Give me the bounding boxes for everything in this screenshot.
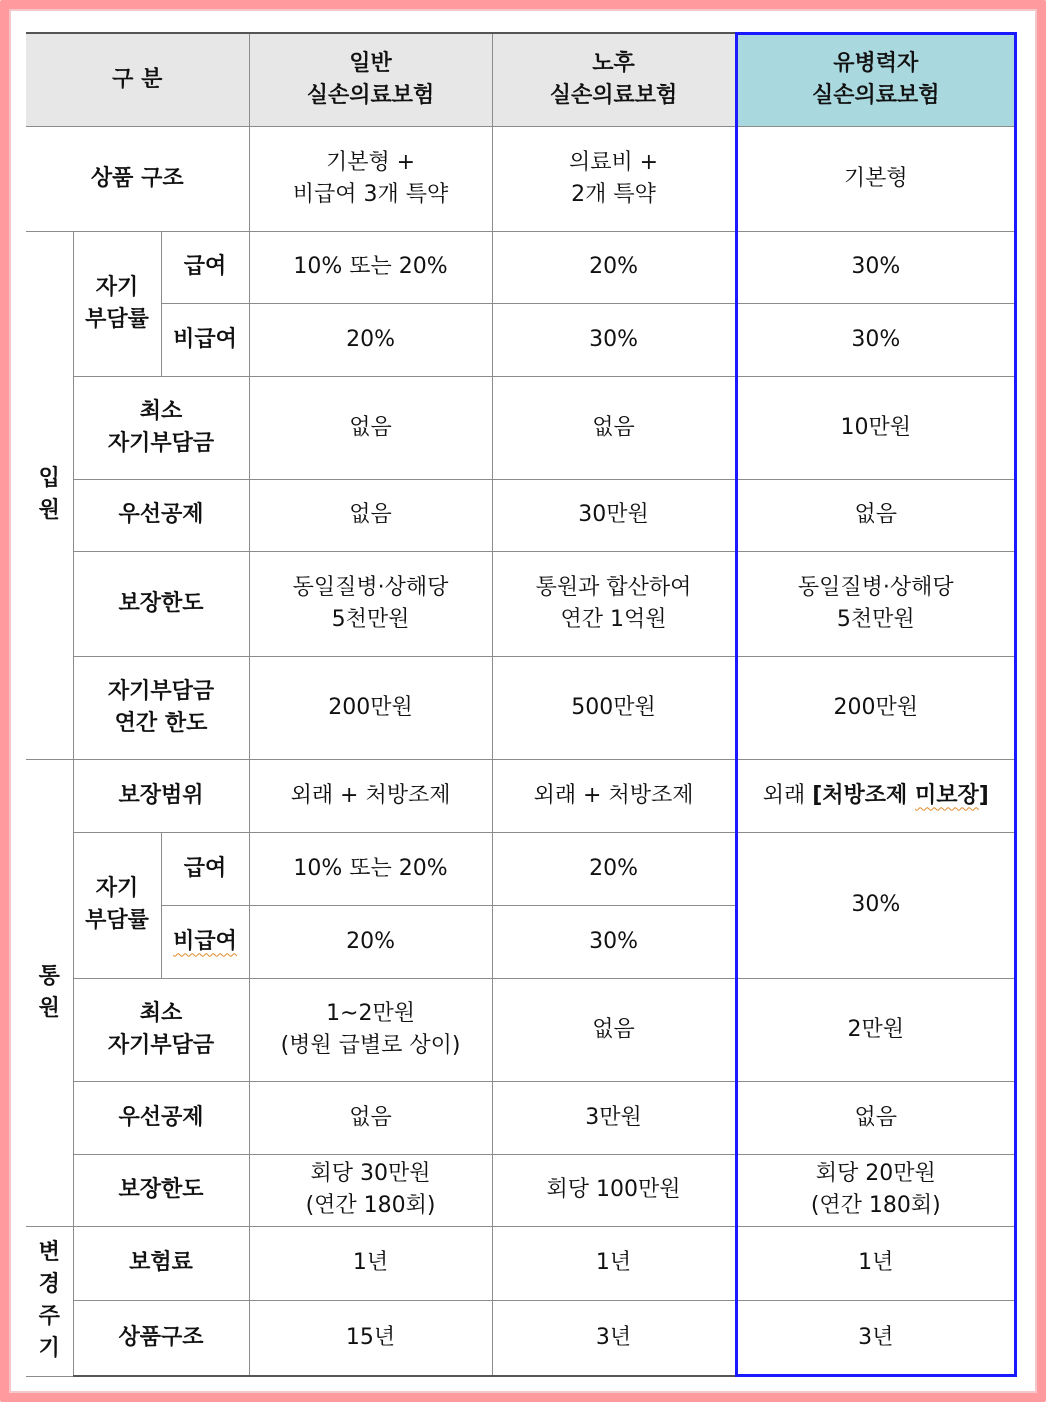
inpatient-noncovered-row [26, 303, 1016, 376]
outpatient-scope-note-close: ] [978, 782, 989, 808]
inpatient-priority-deduction-general: 없음 [249, 479, 492, 551]
outpatient-section-label [26, 759, 73, 1226]
inpatient-self-pay-line1: 자기 [95, 274, 139, 300]
outpatient-min-deductible-general-line2: (병원 급별로 상이) [280, 1032, 461, 1058]
inpatient-priority-deduction-senior: 30만원 [492, 479, 735, 551]
product-structure-senior-line1: 의료비 + [568, 149, 659, 175]
change-cycle-char2: 경 [38, 1272, 60, 1297]
outpatient-coverage-limit-label: 보장한도 [73, 1154, 249, 1226]
change-cycle-char3: 주 [38, 1304, 60, 1329]
inpatient-priority-deduction-row [26, 479, 1016, 551]
outpatient-self-pay-line2: 부담률 [85, 908, 149, 933]
inpatient-section-char2: 원 [38, 498, 60, 523]
inpatient-covered-preexisting: 30% [735, 231, 1016, 303]
outpatient-scope-preexisting-note [812, 783, 989, 808]
cycle-premium-preexisting: 1년 [735, 1226, 1016, 1300]
outpatient-scope-preexisting-prefix: 외래 [762, 782, 813, 808]
inpatient-coverage-limit-senior-line1: 통원과 합산하여 [535, 574, 692, 600]
header-preexisting-line1: 유병력자 [833, 50, 919, 76]
inpatient-noncovered-label: 비급여 [161, 303, 249, 376]
change-cycle-char1: 변 [38, 1240, 60, 1265]
inpatient-priority-deduction-preexisting: 없음 [735, 479, 1016, 551]
inpatient-covered-senior: 20% [492, 231, 735, 303]
inpatient-coverage-limit-preexisting-line2: 5천만원 [836, 606, 915, 632]
outpatient-priority-deduction-preexisting: 없음 [735, 1081, 1016, 1154]
inpatient-min-deductible-general: 없음 [249, 376, 492, 479]
product-structure-general [249, 126, 492, 231]
outpatient-priority-deduction-general: 없음 [249, 1081, 492, 1154]
inpatient-section-char1: 입 [38, 466, 60, 491]
inpatient-coverage-limit-row [26, 551, 1016, 656]
product-structure-general-line2: 비급여 3개 특약 [292, 181, 449, 207]
inpatient-coverage-limit-general [249, 551, 492, 656]
product-structure-row [26, 126, 1016, 231]
inpatient-noncovered-general: 20% [249, 303, 492, 376]
outpatient-coverage-limit-general [249, 1154, 492, 1226]
inpatient-min-deductible-row [26, 376, 1016, 479]
inpatient-min-deductible-label [73, 376, 249, 479]
inpatient-self-pay-rate-label [73, 231, 161, 376]
outpatient-self-pay-rate-label [73, 832, 161, 978]
outpatient-min-deductible-label [73, 978, 249, 1081]
inpatient-covered-label: 급여 [161, 231, 249, 303]
inpatient-section-label [26, 231, 73, 759]
outpatient-scope-note-uncovered: 미보장 [914, 782, 979, 808]
inpatient-covered-general: 10% 또는 20% [249, 231, 492, 303]
header-preexisting-line2: 실손의료보험 [812, 82, 940, 108]
outpatient-coverage-limit-general-line2: (연간 180회) [305, 1193, 436, 1218]
inpatient-self-pay-line2: 부담률 [85, 306, 149, 332]
product-structure-general-line1: 기본형 + [325, 149, 416, 175]
inpatient-min-deductible-preexisting: 10만원 [735, 376, 1016, 479]
cycle-structure-row [26, 1300, 1016, 1376]
outpatient-coverage-limit-row [26, 1154, 1016, 1226]
inpatient-min-deductible-line2: 자기부담금 [107, 430, 215, 456]
outpatient-rate-preexisting: 30% [735, 832, 1016, 978]
outpatient-min-deductible-line2: 자기부담금 [107, 1032, 215, 1058]
outpatient-scope-note-open: [처방조제 [812, 782, 915, 808]
inpatient-coverage-limit-general-line1: 동일질병·상해당 [292, 574, 449, 600]
outpatient-priority-deduction-row [26, 1081, 1016, 1154]
product-structure-senior [492, 126, 735, 231]
inpatient-coverage-limit-general-line2: 5천만원 [331, 606, 410, 632]
outpatient-scope-preexisting [735, 759, 1016, 832]
header-category-label: 구 분 [112, 66, 163, 92]
inpatient-coverage-limit-preexisting-line1: 동일질병·상해당 [797, 574, 954, 600]
outpatient-noncovered-senior: 30% [492, 905, 735, 978]
product-structure-preexisting: 기본형 [735, 126, 1016, 231]
cycle-structure-preexisting: 3년 [735, 1300, 1016, 1376]
outpatient-min-deductible-row [26, 978, 1016, 1081]
inpatient-coverage-limit-label: 보장한도 [73, 551, 249, 656]
inpatient-coverage-limit-senior-line2: 연간 1억원 [560, 606, 667, 632]
product-structure-label: 상품 구조 [26, 126, 249, 231]
inpatient-annual-limit-general: 200만원 [249, 656, 492, 759]
outpatient-min-deductible-general-line1: 1~2만원 [326, 1000, 415, 1026]
outpatient-coverage-limit-senior: 회당 100만원 [492, 1154, 735, 1226]
outpatient-min-deductible-senior: 없음 [492, 978, 735, 1081]
outpatient-coverage-limit-general-line1: 회당 30만원 [310, 1161, 431, 1186]
header-general [249, 33, 492, 126]
outpatient-scope-senior: 외래 + 처방조제 [492, 759, 735, 832]
header-general-line1: 일반 [349, 50, 392, 76]
outpatient-noncovered-general: 20% [249, 905, 492, 978]
inpatient-annual-limit-row [26, 656, 1016, 759]
header-category [26, 33, 249, 126]
insurance-comparison-table [26, 32, 1016, 1377]
outpatient-priority-deduction-senior: 3만원 [492, 1081, 735, 1154]
cycle-structure-senior: 3년 [492, 1300, 735, 1376]
header-senior-line2: 실손의료보험 [549, 82, 678, 108]
header-row [26, 33, 1016, 126]
outpatient-min-deductible-general [249, 978, 492, 1081]
inpatient-min-deductible-senior: 없음 [492, 376, 735, 479]
inpatient-annual-limit-label [73, 656, 249, 759]
cycle-premium-senior: 1년 [492, 1226, 735, 1300]
outpatient-covered-senior: 20% [492, 832, 735, 905]
cycle-premium-label: 보험료 [73, 1226, 249, 1300]
product-structure-senior-line2: 2개 특약 [571, 181, 656, 207]
inpatient-coverage-limit-preexisting [735, 551, 1016, 656]
outpatient-section-char1: 통 [38, 963, 60, 989]
inpatient-annual-limit-senior: 500만원 [492, 656, 735, 759]
change-cycle-char4: 기 [38, 1336, 60, 1361]
outpatient-self-pay-line1: 자기 [95, 876, 139, 901]
outpatient-coverage-limit-preexisting-line2: (연간 180회) [810, 1193, 941, 1218]
inpatient-annual-limit-line2: 연간 한도 [114, 710, 208, 736]
inpatient-priority-deduction-label: 우선공제 [73, 479, 249, 551]
cycle-premium-row [26, 1226, 1016, 1300]
outpatient-min-deductible-line1: 최소 [139, 1000, 183, 1026]
outpatient-covered-label: 급여 [161, 832, 249, 905]
header-general-line2: 실손의료보험 [306, 82, 435, 108]
inpatient-min-deductible-line1: 최소 [139, 398, 183, 424]
outpatient-section-char2: 원 [38, 995, 60, 1021]
outpatient-coverage-limit-preexisting-line1: 회당 20만원 [815, 1161, 936, 1186]
inpatient-annual-limit-preexisting: 200만원 [735, 656, 1016, 759]
outpatient-covered-general: 10% 또는 20% [249, 832, 492, 905]
cycle-premium-general: 1년 [249, 1226, 492, 1300]
outpatient-coverage-limit-preexisting [735, 1154, 1016, 1226]
outpatient-min-deductible-preexisting: 2만원 [735, 978, 1016, 1081]
outpatient-scope-label: 보장범위 [73, 759, 249, 832]
inpatient-annual-limit-line1: 자기부담금 [107, 678, 215, 704]
outpatient-noncovered-label [161, 905, 249, 978]
outpatient-priority-deduction-label: 우선공제 [73, 1081, 249, 1154]
inpatient-noncovered-preexisting: 30% [735, 303, 1016, 376]
change-cycle-section-label [26, 1226, 73, 1376]
outpatient-covered-row [26, 832, 1016, 905]
inpatient-covered-row [26, 231, 1016, 303]
cycle-structure-general: 15년 [249, 1300, 492, 1376]
inpatient-noncovered-senior: 30% [492, 303, 735, 376]
header-senior-line1: 노후 [592, 50, 635, 76]
header-senior [492, 33, 735, 126]
outpatient-scope-row [26, 759, 1016, 832]
header-preexisting [735, 33, 1016, 126]
cycle-structure-label: 상품구조 [73, 1300, 249, 1376]
outpatient-noncovered-label-text: 비급여 [173, 928, 237, 954]
inpatient-coverage-limit-senior [492, 551, 735, 656]
outpatient-scope-general: 외래 + 처방조제 [249, 759, 492, 832]
